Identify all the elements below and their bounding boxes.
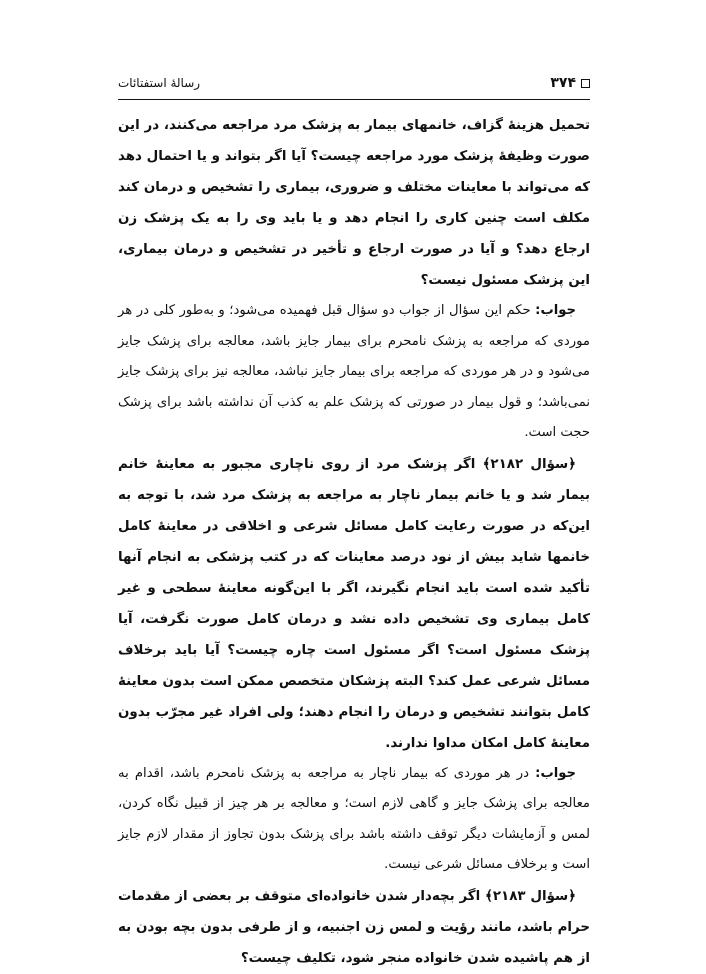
answer-label: جواب: (535, 765, 576, 781)
page-header (118, 70, 590, 96)
answer-text: در هر موردی که بیمار ناچار به مراجعه به پزشک نامحرم باشد، اقدام به معالجه برای پزشک جایز و گاهی لازم است؛ و معالجه بر هر چیز از قبیل نگاه کردن، لمس و آزمایشات دیگر توقف داشته باشد برای پزشک بدون تجاوز از مقدار لازم جایز است و برخلاف مسائل شرعی نیست. (118, 765, 590, 872)
answer-paragraph (118, 759, 590, 881)
answer-text: حکم این سؤال از جواب دو سؤال قبل فهمیده می‌شود؛ و به‌طور کلی در هر موردی که مراجعه به پزشک نامحرم برای بیمار جایز باشد، معالجه برای پزشک جایز می‌شود و در هر موردی که مراجعه برای بیمار جایز نباشد، معالجه نیز برای پزشک جایز نمی‌باشد؛ و قول بیمار در صورتی که پزشک علم به کذب آن نداشته باشد برای پزشک حجت است. (118, 303, 590, 440)
page-number (550, 75, 590, 91)
question-2182 (118, 449, 590, 759)
page-number-text: ۳۷۴ (550, 75, 576, 91)
question-2183-text: اگر بچه‌دار شدن خانواده‌ای متوقف بر بعضی از مقدمات حرام باشد، مانند رؤیت و لمس زن اجنبیه، و از طرفی بدون بچه بودن به از هم پاشیده شدن خانواده منجر شود، تکلیف چیست؟ (118, 888, 590, 966)
answer-label: جواب: (535, 303, 576, 318)
book-title: رسالهٔ استفتائات (118, 76, 201, 90)
answer-paragraph (118, 296, 590, 449)
question-2182-label: ﴿سؤال ۲۱۸۲﴾ (482, 456, 576, 472)
question-2182-text: اگر پزشک مرد از روی ناچاری مجبور به معاینهٔ خانم بیمار شد و یا خانم بیمار ناچار به مراجعه به پزشک مرد شد، با توجه به این‌که در صورت رعایت کامل مسائل شرعی و اخلاقی در معاینهٔ کامل خانمها شاید بیش از نود درصد معاینات که در کتب پزشکی به انجام آنها تأکید شده است باید انجام نگیرند، اگر با این‌گونه معاینهٔ سطحی و غیر کامل بیماری وی تشخیص داده نشد و درمان کامل صورت نگرفت، آیا پزشک مسئول است؟ اگر مسئول است چاره چیست؟ آیا باید برخلاف مسائل شرعی عمل کند؟ البته پزشکان متخصص ممکن است بدون معاینهٔ کامل بتوانند تشخیص و درمان را انجام دهند؛ ولی افراد غیر مجرّب بدون معاینهٔ کامل امکان مداوا ندارند. (118, 456, 590, 751)
question-2183-label: ﴿سؤال ۲۱۸۳﴾ (485, 888, 576, 904)
square-bullet-icon (581, 79, 590, 88)
question-continuation-text: تحمیل هزینهٔ گزاف، خانمهای بیمار به پزشک مرد مراجعه می‌کنند، در این صورت وظیفهٔ پزشک مورد مراجعه چیست؟ آیا اگر بتواند و یا احتمال دهد که می‌تواند با معاینات مختلف و ضروری، بیماری را تشخیص و درمان کند مکلف است چنین کاری را انجام دهد و یا باید وی را به یک پزشک زن ارجاع دهد؟ و آیا در صورت ارجاع و تأخیر در تشخیص و درمان بیماری، این پزشک مسئول نیست؟ (118, 118, 590, 288)
question-continuation (118, 110, 590, 296)
header-divider (118, 99, 590, 100)
question-2183 (118, 881, 590, 974)
page-body (118, 110, 590, 974)
